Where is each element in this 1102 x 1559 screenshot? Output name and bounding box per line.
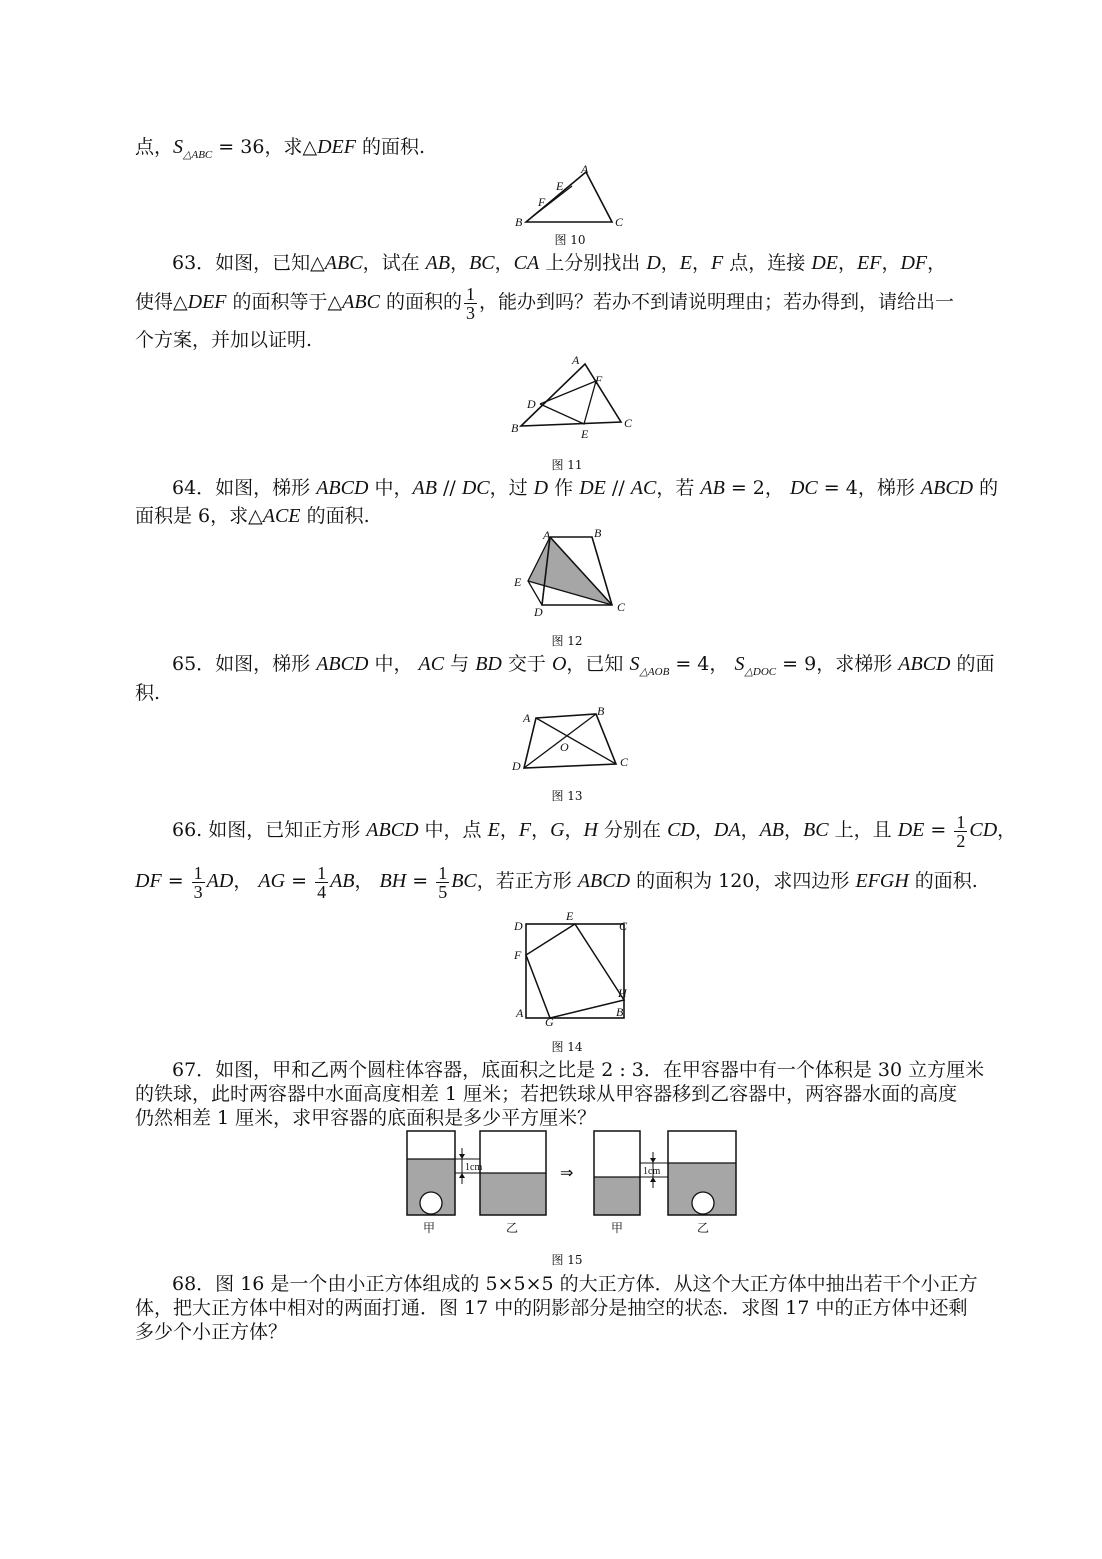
problem-67-line3: 仍然相差 1 厘米，求甲容器的底面积是多少平方厘米？ (135, 1107, 597, 1129)
transition-arrow: ⇒ (560, 1165, 574, 1182)
svg-text:A: A (523, 711, 531, 725)
svg-text:A: A (516, 1006, 524, 1020)
problem-62-text: 点，$S_{\triangle ABC} = 36$，求△DEF 的面积. (135, 136, 426, 161)
figure-14-diagram (510, 908, 640, 1028)
figure-10-caption: 图 10 (554, 233, 586, 247)
svg-text:C: C (619, 919, 628, 933)
figure-13-diagram (510, 702, 640, 782)
svg-text:A: A (543, 528, 551, 542)
figure-12-caption: 图 12 (551, 634, 583, 648)
svg-text:甲: 甲 (423, 1221, 436, 1235)
problem-68-line2: 体，把大正方体中相对的两面打通．图 17 中的阴影部分是抽空的状态．求图 17 中的正方体中还剩 (135, 1297, 968, 1319)
svg-text:C: C (620, 755, 629, 769)
svg-text:乙: 乙 (506, 1221, 519, 1235)
figure-15-diagram (400, 1128, 745, 1243)
svg-text:C: C (617, 600, 626, 614)
figure-14-caption: 图 14 (551, 1040, 583, 1054)
fraction-one-half: $\frac{1}{2}$ (956, 811, 966, 851)
svg-text:乙: 乙 (697, 1221, 710, 1235)
svg-text:D: D (534, 605, 543, 619)
svg-text:E: E (514, 575, 522, 589)
problem-63-line2: 使得△DEF 的面积等于△ABC 的面积的 $\frac{1}{3}$ ，能办到吗？若办不到请说明理由；若办得到，请给出一 (135, 283, 955, 323)
fraction-one-quarter: $\frac{1}{4}$ (317, 862, 327, 902)
svg-text:1cm: 1cm (465, 1162, 483, 1173)
problem-63-line3: 个方案，并加以证明. (135, 329, 313, 351)
svg-text:O: O (560, 740, 569, 754)
svg-text:F: F (514, 948, 522, 962)
svg-text:H: H (618, 986, 627, 1000)
svg-text:1cm: 1cm (643, 1166, 661, 1177)
container-yi-with-ball (668, 1131, 736, 1215)
problem-63-line1: 63．如图，已知△ABC，试在 AB，BC，CA 上分别找出 D，E，F 点，连接 DE，EF，DF， (172, 252, 947, 274)
svg-text:C: C (615, 215, 624, 229)
problem-64-line2: 面积是 6，求△ACE 的面积. (135, 505, 370, 527)
problem-67-line2: 的铁球，此时两容器中水面高度相差 1 厘米；若把铁球从甲容器移到乙容器中，两容器水面的高度 (135, 1083, 958, 1105)
svg-text:D: D (512, 759, 521, 773)
problem-65-line2: 积. (135, 682, 161, 704)
fraction-one-third-b: $\frac{1}{3}$ (193, 862, 203, 902)
svg-text:甲: 甲 (611, 1221, 624, 1235)
svg-text:F: F (595, 373, 603, 387)
container-jia-with-ball (407, 1131, 455, 1215)
svg-text:A: A (572, 353, 580, 367)
svg-text:E: E (566, 909, 574, 923)
svg-text:F: F (538, 195, 546, 209)
figure-11-diagram (508, 352, 638, 447)
figure-13-caption: 图 13 (551, 789, 583, 803)
svg-text:E: E (556, 179, 564, 193)
container-jia-after (594, 1131, 640, 1215)
problem-65-line1: 65．如图，梯形 ABCD 中， AC 与 BD 交于 O，已知 $S_{\triangle AOB} = 4$， $S_{\triangle DOC} = 9$，求梯形 ABCD 的面 (172, 653, 995, 678)
svg-text:B: B (515, 215, 523, 229)
problem-66-line1: 66. 如图，已知正方形 ABCD 中，点 E，F，G，H 分别在 CD，DA，AB，BC 上，且 DE = $\frac{1}{2}$ CD， (172, 811, 1017, 851)
svg-text:D: D (527, 397, 536, 411)
svg-text:D: D (514, 919, 523, 933)
svg-text:B: B (594, 526, 602, 540)
fraction-one-third: $\frac{1}{3}$ (466, 283, 475, 323)
container-yi (480, 1131, 546, 1215)
figure-11-caption: 图 11 (551, 458, 583, 472)
height-difference-marker-2 (640, 1152, 668, 1188)
svg-text:B: B (616, 1005, 624, 1019)
problem-68-line3: 多少个小正方体？ (135, 1321, 288, 1343)
problem-68-line1: 68．图 16 是一个由小正方体组成的 5×5×5 的大正方体．从这个大正方体中抽出若干个小正方 (172, 1273, 978, 1295)
svg-text:B: B (597, 704, 605, 718)
height-difference-marker-1 (455, 1148, 482, 1184)
svg-text:C: C (624, 416, 633, 430)
fraction-one-fifth: $\frac{1}{5}$ (438, 862, 448, 902)
problem-66-line2: DF = $\frac{1}{3}$ AD， AG = $\frac{1}{4}$ AB， BH = $\frac{1}{5}$ BC，若正方形 ABCD 的面积为 120，求四边形 EFGH 的面积. (135, 862, 978, 902)
shaded-triangle-ace (528, 537, 612, 605)
problem-67-line1: 67．如图，甲和乙两个圆柱体容器，底面积之比是 2 : 3．在甲容器中有一个体积是 30 立方厘米 (172, 1059, 985, 1081)
figure-10-diagram (510, 162, 630, 234)
svg-text:A: A (581, 162, 589, 176)
figure-15-caption: 图 15 (551, 1253, 583, 1267)
svg-text:B: B (511, 421, 519, 435)
figure-12-diagram (510, 525, 640, 620)
svg-text:G: G (545, 1015, 554, 1029)
svg-text:E: E (581, 427, 589, 441)
problem-64-line1: 64．如图，梯形 ABCD 中，AB // DC，过 D 作 DE // AC，若 AB = 2， DC = 4，梯形 ABCD 的 (172, 477, 999, 499)
